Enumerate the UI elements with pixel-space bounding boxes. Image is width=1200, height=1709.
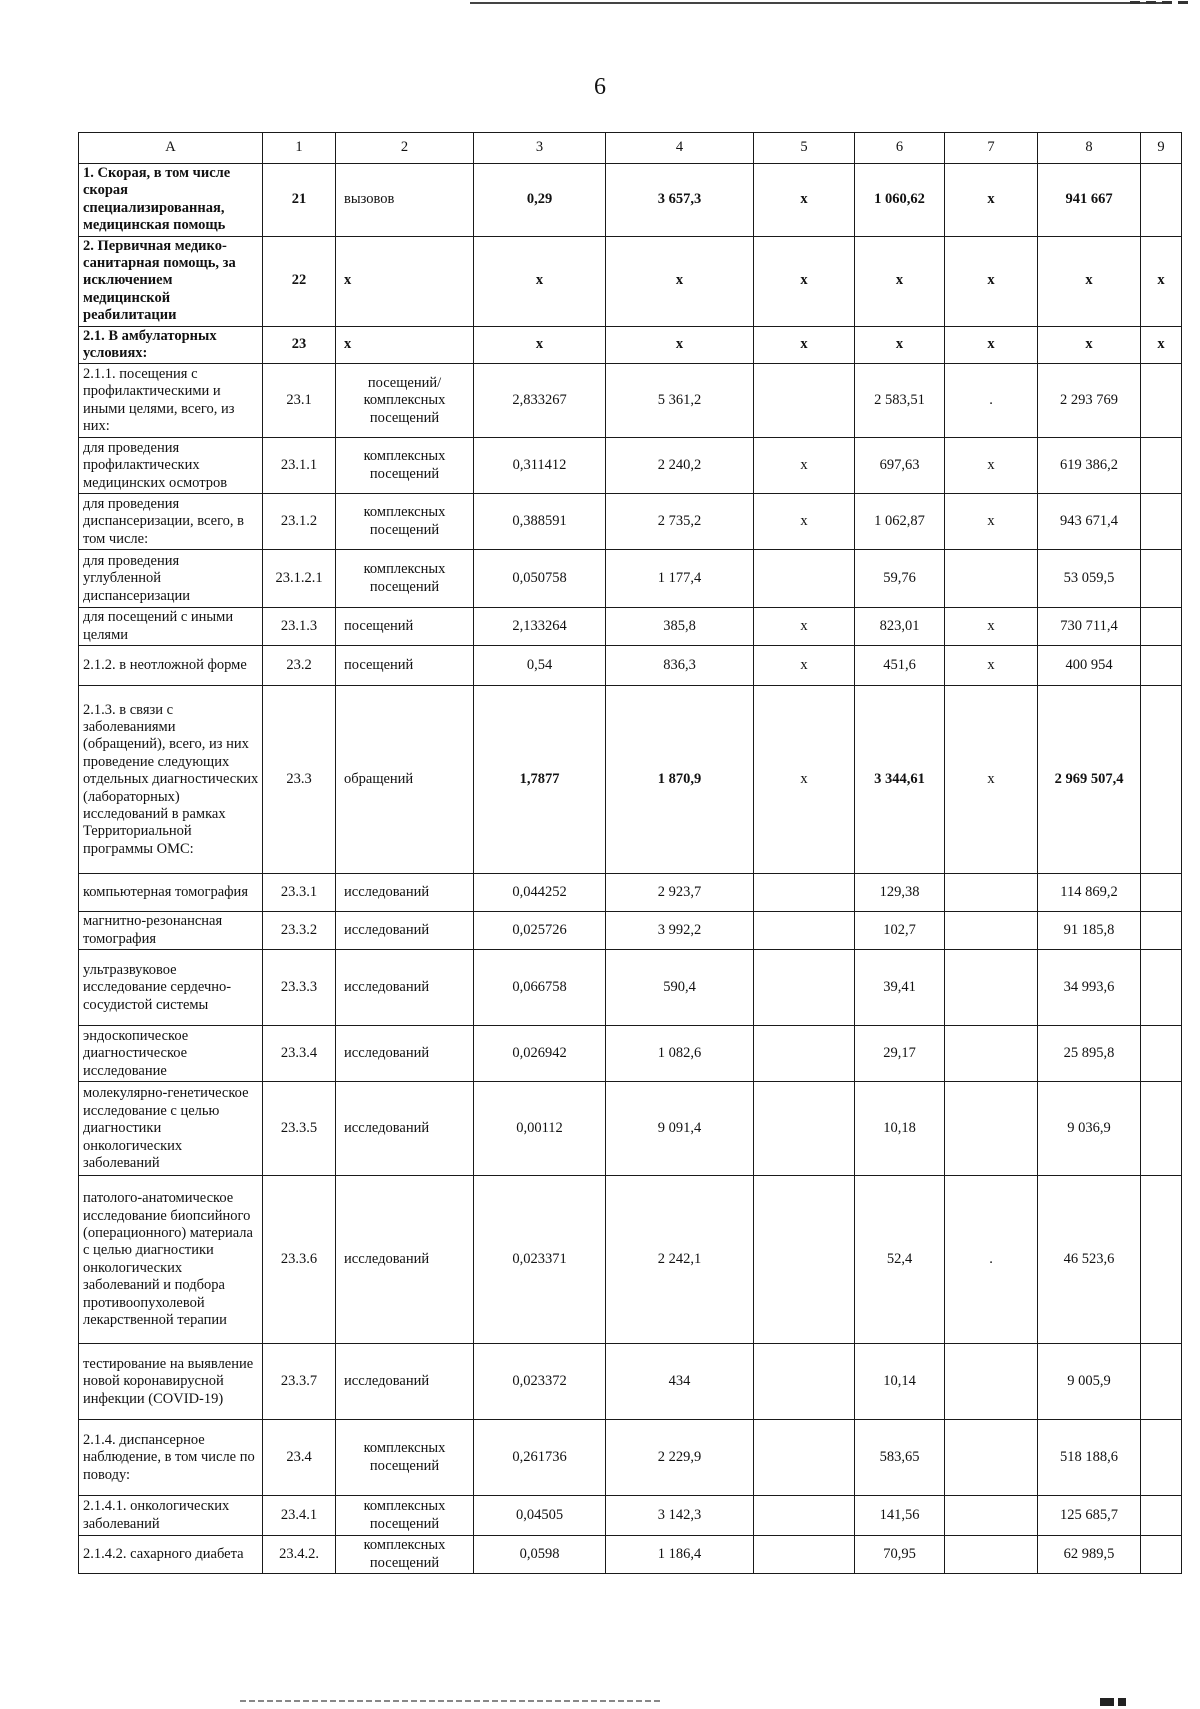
cell-norm: 0,04505 <box>474 1496 606 1536</box>
cell-col9 <box>1141 874 1182 912</box>
cell-col5 <box>754 1536 855 1574</box>
header-cell-6: 6 <box>855 133 945 164</box>
cell-unit: комплексных посещений <box>336 1496 474 1536</box>
cell-name: 2.1. В амбулаторных условиях: <box>79 326 263 364</box>
cell-cost: 1 870,9 <box>606 686 754 874</box>
cell-cost: 3 992,2 <box>606 912 754 950</box>
cell-cost: 1 186,4 <box>606 1536 754 1574</box>
table-row <box>79 1496 1182 1536</box>
cell-total: 518 188,6 <box>1038 1420 1141 1496</box>
cell-unit: комплексных посещений <box>336 494 474 550</box>
cell-norm: 0,050758 <box>474 550 606 608</box>
cell-unit: вызовов <box>336 164 474 237</box>
cell-cost: 5 361,2 <box>606 364 754 438</box>
table-row <box>79 686 1182 874</box>
cell-code: 23.3.4 <box>263 1026 336 1082</box>
cell-unit: посещений/ комплексных посещений <box>336 364 474 438</box>
cell-col5 <box>754 1420 855 1496</box>
cell-cost: 2 923,7 <box>606 874 754 912</box>
cell-norm: 0,026942 <box>474 1026 606 1082</box>
cell-per-capita: 583,65 <box>855 1420 945 1496</box>
cell-total: 943 671,4 <box>1038 494 1141 550</box>
cell-col5 <box>754 1082 855 1176</box>
cell-norm: 0,066758 <box>474 950 606 1026</box>
cell-cost: х <box>606 236 754 326</box>
header-cell-2: 2 <box>336 133 474 164</box>
page-number: 6 <box>594 74 606 100</box>
cell-code: 23.3.2 <box>263 912 336 950</box>
cell-col5: х <box>754 438 855 494</box>
table-header-row <box>79 133 1182 164</box>
cell-cost: 2 240,2 <box>606 438 754 494</box>
cell-col5 <box>754 912 855 950</box>
cell-col7 <box>945 1026 1038 1082</box>
cell-total: 2 293 769 <box>1038 364 1141 438</box>
header-cell-7: 7 <box>945 133 1038 164</box>
cell-per-capita: 52,4 <box>855 1176 945 1344</box>
cell-name: эндоскопическое диагностическое исследование <box>79 1026 263 1082</box>
cell-norm: 0,044252 <box>474 874 606 912</box>
cell-col5 <box>754 364 855 438</box>
cell-unit: исследований <box>336 950 474 1026</box>
cell-cost: 2 229,9 <box>606 1420 754 1496</box>
table-row <box>79 950 1182 1026</box>
cell-per-capita: 1 060,62 <box>855 164 945 237</box>
cell-total: 2 969 507,4 <box>1038 686 1141 874</box>
cell-col5: х <box>754 494 855 550</box>
cell-name: 2.1.3. в связи с заболеваниями (обращений), всего, из них проведение следующих отдельных диагностических (лабораторных) исследований в рамках Территориальной программы ОМС: <box>79 686 263 874</box>
cell-code: 23.1.1 <box>263 438 336 494</box>
cell-per-capita: 141,56 <box>855 1496 945 1536</box>
cell-col9 <box>1141 950 1182 1026</box>
table-row <box>79 326 1182 364</box>
cell-per-capita: 1 062,87 <box>855 494 945 550</box>
cell-unit: посещений <box>336 608 474 646</box>
cell-code: 23.4 <box>263 1420 336 1496</box>
cell-code: 23.2 <box>263 646 336 686</box>
cell-per-capita: 59,76 <box>855 550 945 608</box>
table-row <box>79 646 1182 686</box>
cell-col7 <box>945 1420 1038 1496</box>
cell-norm: 0,311412 <box>474 438 606 494</box>
cell-col5 <box>754 550 855 608</box>
table-row <box>79 874 1182 912</box>
table-row <box>79 1026 1182 1082</box>
cell-name: молекулярно-генетическое исследование с целью диагностики онкологических заболеваний <box>79 1082 263 1176</box>
cell-col5 <box>754 874 855 912</box>
table-body <box>79 164 1182 1574</box>
cell-norm: х <box>474 236 606 326</box>
cell-norm: 1,7877 <box>474 686 606 874</box>
cell-col7: х <box>945 686 1038 874</box>
cell-col9 <box>1141 686 1182 874</box>
cell-code: 23.3.7 <box>263 1344 336 1420</box>
cell-norm: 2,833267 <box>474 364 606 438</box>
table-row <box>79 1536 1182 1574</box>
cell-col5: х <box>754 164 855 237</box>
cell-total: 46 523,6 <box>1038 1176 1141 1344</box>
cell-code: 23.3.5 <box>263 1082 336 1176</box>
cell-cost: 3 657,3 <box>606 164 754 237</box>
cell-per-capita: 29,17 <box>855 1026 945 1082</box>
cell-unit: исследований <box>336 1176 474 1344</box>
cell-name: 2.1.4. диспансерное наблюдение, в том числе по поводу: <box>79 1420 263 1496</box>
table-row <box>79 550 1182 608</box>
cell-col9 <box>1141 608 1182 646</box>
cell-cost: 836,3 <box>606 646 754 686</box>
cell-total: 25 895,8 <box>1038 1026 1141 1082</box>
cell-per-capita: х <box>855 236 945 326</box>
cell-name: 2. Первичная медико-санитарная помощь, за исключением медицинской реабилитации <box>79 236 263 326</box>
cell-col9 <box>1141 1496 1182 1536</box>
header-cell-1: 1 <box>263 133 336 164</box>
table-row <box>79 912 1182 950</box>
cell-per-capita: 451,6 <box>855 646 945 686</box>
table-row <box>79 494 1182 550</box>
scan-artifact-top-line <box>470 2 1170 4</box>
header-cell-9: 9 <box>1141 133 1182 164</box>
cell-unit: исследований <box>336 874 474 912</box>
cell-col9: х <box>1141 236 1182 326</box>
cell-name: 2.1.2. в неотложной форме <box>79 646 263 686</box>
cell-unit: комплексных посещений <box>336 1420 474 1496</box>
cell-total: 619 386,2 <box>1038 438 1141 494</box>
cell-name: 2.1.4.2. сахарного диабета <box>79 1536 263 1574</box>
cell-per-capita: 10,18 <box>855 1082 945 1176</box>
cell-name: патолого-анатомическое исследование биопсийного (операционного) материала с целью диагностики онкологических заболеваний и подбора противоопухолевой лекарственной терапии <box>79 1176 263 1344</box>
cell-col7 <box>945 1082 1038 1176</box>
cell-total: 114 869,2 <box>1038 874 1141 912</box>
cell-code: 23.1.2 <box>263 494 336 550</box>
cell-total: 53 059,5 <box>1038 550 1141 608</box>
cell-col7: . <box>945 364 1038 438</box>
cell-code: 23 <box>263 326 336 364</box>
cell-norm: 2,133264 <box>474 608 606 646</box>
cell-col5: х <box>754 646 855 686</box>
cell-col9 <box>1141 1536 1182 1574</box>
cell-total: х <box>1038 236 1141 326</box>
cell-cost: 590,4 <box>606 950 754 1026</box>
header-cell-4: 4 <box>606 133 754 164</box>
cell-unit: х <box>336 236 474 326</box>
cell-col7: х <box>945 494 1038 550</box>
header-cell-3: 3 <box>474 133 606 164</box>
cell-code: 23.3.3 <box>263 950 336 1026</box>
cell-per-capita: 10,14 <box>855 1344 945 1420</box>
table-row <box>79 364 1182 438</box>
cell-col9 <box>1141 912 1182 950</box>
cell-total: 91 185,8 <box>1038 912 1141 950</box>
cell-cost: 1 177,4 <box>606 550 754 608</box>
cell-col5 <box>754 1176 855 1344</box>
cell-cost: 2 735,2 <box>606 494 754 550</box>
cell-per-capita: 3 344,61 <box>855 686 945 874</box>
cell-code: 23.1 <box>263 364 336 438</box>
cell-per-capita: 823,01 <box>855 608 945 646</box>
cell-col7 <box>945 874 1038 912</box>
cell-unit: комплексных посещений <box>336 550 474 608</box>
table-row <box>79 608 1182 646</box>
cell-code: 23.3.6 <box>263 1176 336 1344</box>
cell-col9 <box>1141 550 1182 608</box>
cell-col5: х <box>754 608 855 646</box>
cell-cost: 3 142,3 <box>606 1496 754 1536</box>
cell-unit: исследований <box>336 1026 474 1082</box>
cell-unit: комплексных посещений <box>336 438 474 494</box>
cell-code: 23.4.2. <box>263 1536 336 1574</box>
cell-col5 <box>754 1496 855 1536</box>
cell-name: 1. Скорая, в том числе скорая специализированная, медицинская помощь <box>79 164 263 237</box>
cell-total: 730 711,4 <box>1038 608 1141 646</box>
cell-unit: посещений <box>336 646 474 686</box>
cell-col7: х <box>945 608 1038 646</box>
cell-cost: 385,8 <box>606 608 754 646</box>
cell-col7 <box>945 1496 1038 1536</box>
scan-artifact-top-dash <box>1130 1 1190 4</box>
cell-col5: х <box>754 236 855 326</box>
cell-col7 <box>945 912 1038 950</box>
cell-norm: 0,023371 <box>474 1176 606 1344</box>
cell-col7 <box>945 1344 1038 1420</box>
cell-per-capita: х <box>855 326 945 364</box>
cell-cost: х <box>606 326 754 364</box>
cell-col5 <box>754 1344 855 1420</box>
cell-norm: 0,025726 <box>474 912 606 950</box>
header-cell-8: 8 <box>1038 133 1141 164</box>
header-cell-a: A <box>79 133 263 164</box>
cell-col5: х <box>754 326 855 364</box>
cell-col9 <box>1141 1176 1182 1344</box>
cell-col7 <box>945 1536 1038 1574</box>
cell-col7: . <box>945 1176 1038 1344</box>
cell-norm: 0,388591 <box>474 494 606 550</box>
cell-norm: 0,023372 <box>474 1344 606 1420</box>
cell-norm: 0,261736 <box>474 1420 606 1496</box>
cell-total: 400 954 <box>1038 646 1141 686</box>
cell-name: компьютерная томография <box>79 874 263 912</box>
table-row <box>79 1082 1182 1176</box>
cell-col9 <box>1141 364 1182 438</box>
scan-artifact-bottom-mark <box>1100 1698 1114 1706</box>
cell-col9 <box>1141 438 1182 494</box>
cell-col9 <box>1141 494 1182 550</box>
cell-norm: 0,54 <box>474 646 606 686</box>
table-row <box>79 164 1182 237</box>
cell-col9 <box>1141 1420 1182 1496</box>
cell-total: 125 685,7 <box>1038 1496 1141 1536</box>
scan-artifact-bottom-line <box>240 1700 660 1702</box>
cell-col7: х <box>945 646 1038 686</box>
cell-col7: х <box>945 438 1038 494</box>
cell-name: 2.1.1. посещения с профилактическими и иными целями, всего, из них: <box>79 364 263 438</box>
cell-total: 62 989,5 <box>1038 1536 1141 1574</box>
cell-cost: 2 242,1 <box>606 1176 754 1344</box>
table-row <box>79 236 1182 326</box>
header-cell-5: 5 <box>754 133 855 164</box>
cell-norm: 0,0598 <box>474 1536 606 1574</box>
cell-cost: 9 091,4 <box>606 1082 754 1176</box>
cell-col9 <box>1141 1082 1182 1176</box>
table-row <box>79 1176 1182 1344</box>
cell-col5 <box>754 950 855 1026</box>
cell-code: 23.3 <box>263 686 336 874</box>
cell-code: 21 <box>263 164 336 237</box>
cell-code: 23.1.2.1 <box>263 550 336 608</box>
cell-col9 <box>1141 164 1182 237</box>
cell-col5 <box>754 1026 855 1082</box>
cell-name: для посещений с иными целями <box>79 608 263 646</box>
cell-col9 <box>1141 1026 1182 1082</box>
cell-name: 2.1.4.1. онкологических заболеваний <box>79 1496 263 1536</box>
cell-col9 <box>1141 646 1182 686</box>
cell-cost: 434 <box>606 1344 754 1420</box>
cell-per-capita: 102,7 <box>855 912 945 950</box>
cell-code: 23.4.1 <box>263 1496 336 1536</box>
cell-name: тестирование на выявление новой коронавирусной инфекции (COVID-19) <box>79 1344 263 1420</box>
cell-name: для проведения диспансеризации, всего, в том числе: <box>79 494 263 550</box>
cell-total: х <box>1038 326 1141 364</box>
cell-total: 9 036,9 <box>1038 1082 1141 1176</box>
cell-norm: х <box>474 326 606 364</box>
cell-col7 <box>945 550 1038 608</box>
cell-unit: исследований <box>336 912 474 950</box>
cell-col7: х <box>945 326 1038 364</box>
cell-norm: 0,00112 <box>474 1082 606 1176</box>
table-row <box>79 1420 1182 1496</box>
table-row <box>79 438 1182 494</box>
cell-name: ультразвуковое исследование сердечно-сосудистой системы <box>79 950 263 1026</box>
cell-norm: 0,29 <box>474 164 606 237</box>
cell-total: 941 667 <box>1038 164 1141 237</box>
cell-cost: 1 082,6 <box>606 1026 754 1082</box>
cell-col7: х <box>945 164 1038 237</box>
cell-name: для проведения углубленной диспансеризации <box>79 550 263 608</box>
cell-unit: комплексных посещений <box>336 1536 474 1574</box>
table-row <box>79 1344 1182 1420</box>
cell-unit: исследований <box>336 1344 474 1420</box>
cell-col7 <box>945 950 1038 1026</box>
cell-col5: х <box>754 686 855 874</box>
cell-name: для проведения профилактических медицинских осмотров <box>79 438 263 494</box>
scan-artifact-bottom-mark-2 <box>1118 1698 1126 1706</box>
cell-unit: обращений <box>336 686 474 874</box>
cell-unit: х <box>336 326 474 364</box>
cell-code: 23.1.3 <box>263 608 336 646</box>
cell-code: 23.3.1 <box>263 874 336 912</box>
cell-total: 34 993,6 <box>1038 950 1141 1026</box>
cell-total: 9 005,9 <box>1038 1344 1141 1420</box>
cell-col9 <box>1141 1344 1182 1420</box>
cell-per-capita: 129,38 <box>855 874 945 912</box>
cell-unit: исследований <box>336 1082 474 1176</box>
cell-per-capita: 39,41 <box>855 950 945 1026</box>
cell-name: магнитно-резонансная томография <box>79 912 263 950</box>
cell-per-capita: 2 583,51 <box>855 364 945 438</box>
cell-col7: х <box>945 236 1038 326</box>
cell-per-capita: 70,95 <box>855 1536 945 1574</box>
cell-code: 22 <box>263 236 336 326</box>
cell-col9: х <box>1141 326 1182 364</box>
tariff-table <box>78 132 1182 1574</box>
cell-per-capita: 697,63 <box>855 438 945 494</box>
